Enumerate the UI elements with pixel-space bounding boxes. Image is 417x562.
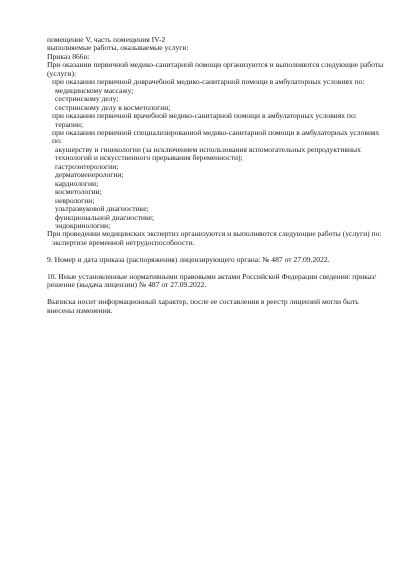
other-info-item: 10. Иные установленные нормативными правовыми актами Российской Федерации сведения: приказ/решение (выдача лицензии) № 487 от 27.09.2022. bbox=[47, 271, 377, 290]
list-item: медицинскому массажу; bbox=[55, 85, 134, 95]
list-item: неврологии; bbox=[55, 195, 95, 205]
list-item: сестринскому делу в косметологии; bbox=[55, 102, 171, 112]
list-item: косметологии; bbox=[55, 187, 102, 197]
disclaimer-note: Выписка носит информационный характер, после ее составления в реестр лицензий могли быть внесены изменения. bbox=[47, 297, 359, 315]
list-item: эндокринологии; bbox=[55, 220, 111, 230]
list-item: ультразвуковой диагностике; bbox=[55, 204, 149, 214]
list-item: экспертизе временной нетрудоспособности. bbox=[52, 237, 195, 247]
physician-care-paragraph: при оказании первичной врачебной медико-санитарной помощи в амбулаторных условиях по: bbox=[52, 111, 357, 121]
works-heading: выполняемые работы, оказываемые услуги: bbox=[47, 43, 189, 53]
document-body bbox=[47, 36, 387, 315]
prehospital-care-paragraph: при оказании первичной доврачебной медико-санитарной помощи в амбулаторных условиях по: bbox=[52, 77, 365, 87]
list-item: акушерству и гинекологии (за исключением использования вспомогательных репродуктивных технологий и искусственного прерывания беременности); bbox=[55, 144, 361, 163]
primary-care-paragraph: При оказании первичной медико-санитарной помощи организуются и выполняются следующие работы (услуги): bbox=[47, 60, 384, 78]
premises-line: помещение V, часть помещения IV-2 bbox=[47, 35, 166, 44]
expertise-paragraph: При проведении медицинских экспертиз организуются и выполняются следующие работы (услуги) по: bbox=[47, 229, 382, 239]
list-item: терапии; bbox=[55, 119, 84, 129]
list-item: кардиологии; bbox=[55, 178, 99, 188]
list-item: сестринскому делу; bbox=[55, 94, 119, 104]
order-number-item: 9. Номер и дата приказа (распоряжения) лицензирующего органа: № 487 от 27.09.2022. bbox=[47, 254, 330, 264]
list-item: дерматовенерологии; bbox=[55, 170, 124, 180]
list-item: гастроэнтерологии; bbox=[55, 161, 119, 171]
list-item: функциональной диагностике; bbox=[55, 212, 154, 222]
specialized-care-paragraph: при оказании первичной специализированной медико-санитарной помощи в амбулаторных условиях по: bbox=[52, 127, 380, 146]
order-heading: Приказ 866н: bbox=[47, 51, 90, 61]
